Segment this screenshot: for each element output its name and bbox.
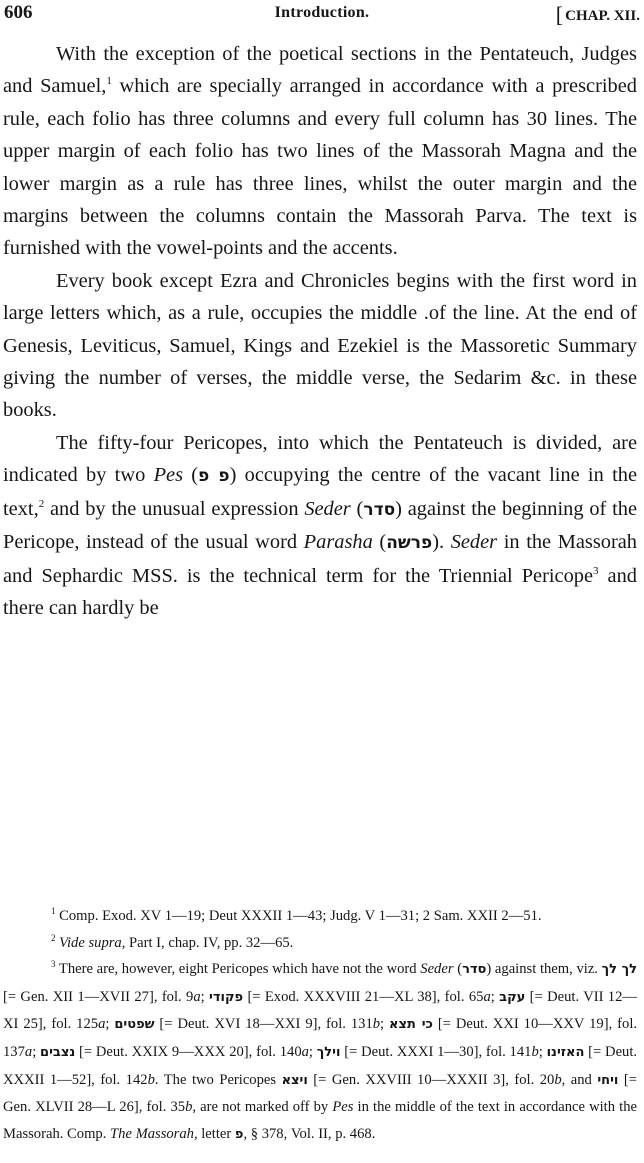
hebrew-word: סדר [462,962,487,978]
text-run: ( [350,497,364,520]
text-run: and there can hardly be [3,564,637,619]
chapter-label: CHAP. XII. [565,8,640,24]
chapter-reference [556,2,640,28]
text-run: which are specially arranged in accordance with a prescribed rule, each folio has three columns and every full column has 30 lines. The upper margin of each folio has two lines of the Massorah Magna and the lower margin as a rule has three lines, whilst the outer margin and the margins between the columns contain the Massorah Parva. The text is furnished with the vowel-points and the accents. [3,75,637,260]
text-run: ) occupying the centre of the vacant line in the text, [3,464,637,520]
footnote-text: , § 378, Vol. II, p. 468. [243,1125,376,1142]
folio-side: a [301,1043,309,1060]
folio-side: b [554,1071,562,1088]
footnote-mark: 3 [51,959,56,970]
hebrew-letter: פ [234,1126,244,1142]
footnote-text: ) against them, viz. [486,961,602,978]
footnote-text: [= Deut. VII 12—XI 25], fol. 125 [3,988,637,1033]
footnote-text: . The two Pericopes [154,1071,282,1088]
footnote-text: ( [453,961,463,978]
hebrew-word: שפטים [114,1017,155,1033]
text-run: in the Massorah and Sephardic MSS. is the technical term for the Triennial Pericope [3,531,637,587]
hebrew-word: האזינו [546,1044,585,1060]
folio-side: a [98,1016,106,1033]
text-run: and by the unusual expression [44,497,305,520]
footnote-text: ; [308,1043,317,1060]
hebrew-word: נצבים [40,1044,76,1060]
text-run: With the exception of the poetical sections in the Pentateuch, Judges and Samuel, [3,43,637,98]
footnote-text: Comp. Exod. XV 1—19; Deut XXXII 1—43; Judg. V 1—31; 2 Sam. XXII 2—51. [55,908,542,924]
hebrew-word: וילך [316,1044,341,1060]
text-run: ( [183,464,199,487]
term-pes: Pes [332,1099,354,1116]
text-run: ). [432,531,451,554]
hebrew-word: ויצא [281,1072,308,1088]
footnote-text: ; [105,1016,115,1033]
paragraph-2 [3,265,637,427]
book-title: The Massorah, [110,1125,198,1142]
footnote-text: , are not marked off by [192,1099,333,1116]
folio-side: a [193,988,201,1005]
footnote-ref-3: 3 [593,564,599,577]
footnote-text: [= Gen. XXVIII 10—XXXII 3], fol. 20 [307,1071,555,1088]
footnote-ref-1: 1 [106,75,112,88]
hebrew-word: לך לך [601,962,637,978]
hebrew-word: כי תצא [389,1017,433,1033]
hebrew-word: עקב [499,989,526,1005]
footnote-text: [= Deut. XXXII 1—52], fol. 142 [3,1043,638,1088]
hebrew-word: פקודי [209,989,244,1005]
footnote-text: [= Gen. XII 1—XVII 27], fol. 9 [3,988,194,1005]
hebrew-parasha: פרשה [386,533,433,554]
footnote-3 [3,956,637,1148]
folio-side: b [531,1043,539,1060]
footnote-text: letter [197,1125,235,1142]
footnote-text: ; [32,1043,41,1060]
text-run: Every book except Ezra and Chronicles begins with the first word in large letters which, as a rule, occupies the middle .of the line. At the end of Genesis, Leviticus, Samuel, Kings and Ezekiel is the Massoretic Summary giving the number of verses, the middle verse, the Sedarim &c. in these books. [3,269,637,422]
folio-side: b [372,1016,381,1033]
hebrew-seder: סדר [363,499,396,520]
footnote-text: [= Gen. XLVII 28—L 26], fol. 35 [3,1071,637,1116]
footnote-text: [= Deut. XXIX 9—XXX 20], fol. 140 [75,1043,302,1060]
footnote-text: [= Deut. XXI 10—XXV 19], fol. 137 [3,1016,638,1060]
paragraph-3 [3,427,637,624]
folio-side: a [483,988,491,1005]
text-run: The fifty-four Pericopes, into which the Pentateuch is divided, are indicated by two [3,431,637,487]
footnote-text: , and [561,1071,598,1088]
text-run: ) against the beginning of the Pericope, instead of the usual word [3,497,637,554]
text-run: ( [372,531,387,554]
footnote-text: [= Exod. XXXVIII 21—XL 38], fol. 65 [243,988,484,1005]
footnote-text: [= Deut. XXXI 1—30], fol. 141 [340,1043,532,1060]
footnote-text: ; [490,988,500,1005]
folio-side: b [147,1071,155,1088]
footnote-text: ; [538,1043,547,1060]
page-header [4,2,640,26]
footnote-2 [3,930,637,957]
term-parasha: Parasha [303,531,373,554]
hebrew-word: ויחי [597,1072,619,1088]
term-seder: Seder [450,531,498,554]
term-seder: Seder [304,497,351,520]
footnote-text: ; [200,988,210,1005]
footnote-1 [3,903,637,930]
footnote-ref-2: 2 [38,497,45,510]
term-seder: Seder [420,961,454,978]
hebrew-pe-pe: פ פ [198,466,230,487]
page-number: 606 [4,2,33,23]
paragraph-1 [3,38,637,265]
vide-supra: Vide supra, [59,934,126,951]
footnote-text: in the middle of the text in accordance with the Massorah. Comp. [3,1099,637,1142]
footnotes [3,903,637,1148]
footnote-text: Part I, chap. IV, pp. 32—65. [125,934,294,951]
chapter-bracket: [ [555,2,564,27]
footnote-text: [= Deut. XVI 18—XXI 9], fol. 131 [154,1016,373,1033]
main-text [3,38,637,624]
folio-side: b [185,1099,193,1116]
footnote-mark: 1 [51,906,56,916]
footnote-text: There are, however, eight Pericopes which have not the word [55,961,421,978]
running-title: Introduction. [274,4,370,21]
footnote-mark: 2 [51,932,56,943]
footnote-text: ; [380,1016,390,1033]
term-pes: Pes [153,464,184,487]
folio-side: a [24,1043,33,1060]
